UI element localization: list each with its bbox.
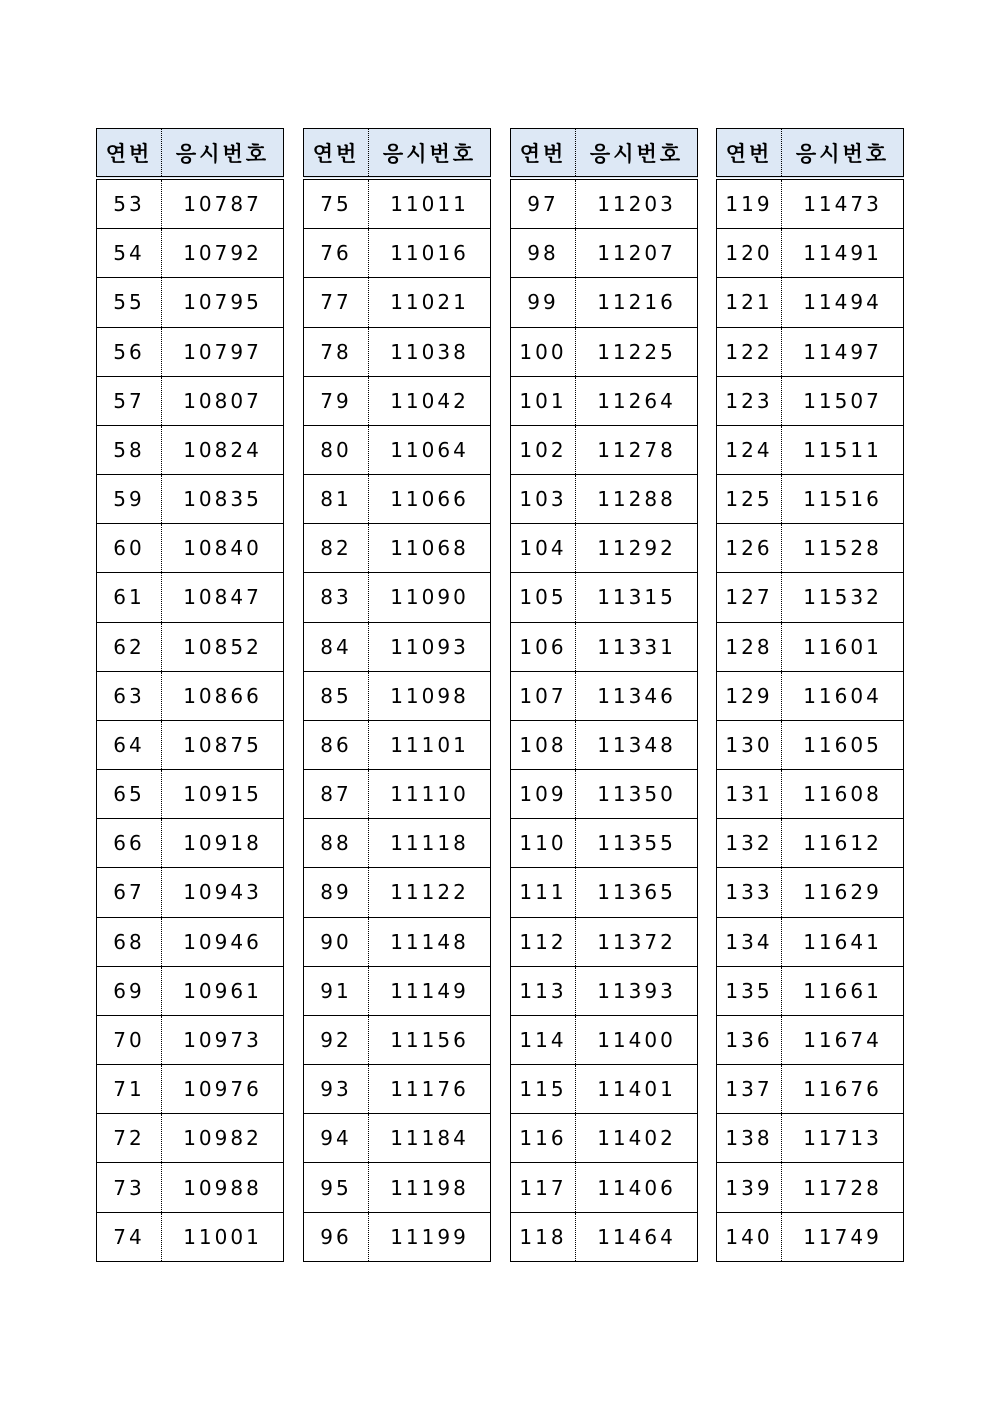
exam-number-cell: 11066 [369,475,491,524]
table-row [717,573,904,622]
serial-number-cell: 112 [511,917,576,966]
table-row [304,770,491,819]
serial-number-cell: 62 [97,622,162,671]
table-row [97,229,284,278]
serial-number-cell: 104 [511,524,576,573]
exam-number-cell: 11355 [576,819,698,868]
serial-number-cell: 83 [304,573,369,622]
table-row [97,475,284,524]
serial-number-cell: 138 [717,1114,782,1163]
serial-number-cell: 110 [511,819,576,868]
roster-table-3 [510,128,698,1262]
table-row [97,1163,284,1212]
table-row [304,819,491,868]
table-row [304,1163,491,1212]
serial-number-cell: 77 [304,278,369,327]
exam-number-cell: 11122 [369,868,491,917]
serial-number-cell: 116 [511,1114,576,1163]
exam-number-cell: 11292 [576,524,698,573]
exam-number-cell: 11511 [782,425,904,474]
exam-number-cell: 11348 [576,720,698,769]
serial-number-cell: 58 [97,425,162,474]
roster-table-1 [96,128,284,1262]
table-row [717,229,904,278]
serial-number-cell: 89 [304,868,369,917]
table-row [97,770,284,819]
id-header: 응시번호 [782,129,904,179]
table-row [511,770,698,819]
table-row [511,868,698,917]
exam-number-cell: 11604 [782,671,904,720]
exam-number-cell: 10866 [162,671,284,720]
serial-number-cell: 57 [97,376,162,425]
exam-number-cell: 11372 [576,917,698,966]
table-row [511,475,698,524]
serial-number-cell: 61 [97,573,162,622]
table-row [717,1065,904,1114]
exam-number-cell: 11713 [782,1114,904,1163]
table-row [304,573,491,622]
serial-number-cell: 122 [717,327,782,376]
exam-number-cell: 11068 [369,524,491,573]
serial-number-cell: 54 [97,229,162,278]
id-header: 응시번호 [576,129,698,179]
exam-number-cell: 11473 [782,178,904,229]
exam-number-cell: 11629 [782,868,904,917]
serial-number-cell: 106 [511,622,576,671]
serial-number-cell: 124 [717,425,782,474]
serial-number-cell: 88 [304,819,369,868]
table-row [97,425,284,474]
serial-number-cell: 80 [304,425,369,474]
exam-number-cell: 11605 [782,720,904,769]
serial-number-cell: 65 [97,770,162,819]
serial-number-cell: 103 [511,475,576,524]
serial-number-cell: 125 [717,475,782,524]
serial-number-cell: 105 [511,573,576,622]
exam-number-cell: 11156 [369,1015,491,1064]
id-header: 응시번호 [162,129,284,179]
exam-number-cell: 10852 [162,622,284,671]
exam-number-cell: 11016 [369,229,491,278]
serial-number-cell: 68 [97,917,162,966]
exam-number-cell: 10943 [162,868,284,917]
table-row [717,327,904,376]
exam-number-cell: 11021 [369,278,491,327]
serial-number-cell: 76 [304,229,369,278]
serial-number-cell: 136 [717,1015,782,1064]
serial-number-cell: 56 [97,327,162,376]
serial-number-cell: 97 [511,178,576,229]
exam-number-cell: 11110 [369,770,491,819]
table-row [304,327,491,376]
serial-number-cell: 59 [97,475,162,524]
serial-number-cell: 117 [511,1163,576,1212]
serial-number-cell: 96 [304,1212,369,1261]
exam-number-cell: 11090 [369,573,491,622]
serial-number-cell: 140 [717,1212,782,1261]
exam-number-cell: 11661 [782,966,904,1015]
table-row [717,622,904,671]
serial-number-cell: 123 [717,376,782,425]
serial-number-cell: 137 [717,1065,782,1114]
table-row [717,475,904,524]
serial-number-cell: 99 [511,278,576,327]
exam-number-cell: 10875 [162,720,284,769]
exam-number-cell: 10973 [162,1015,284,1064]
exam-number-cell: 11365 [576,868,698,917]
serial-number-cell: 130 [717,720,782,769]
serial-number-cell: 131 [717,770,782,819]
table-row [97,327,284,376]
serial-number-cell: 132 [717,819,782,868]
serial-number-cell: 120 [717,229,782,278]
table-row [717,671,904,720]
table-row [717,1015,904,1064]
table-row [511,1065,698,1114]
serial-number-cell: 87 [304,770,369,819]
exam-number-cell: 11491 [782,229,904,278]
table-row [304,671,491,720]
no-header: 연번 [304,129,369,179]
header-row [304,129,491,179]
table-row [511,1015,698,1064]
serial-number-cell: 55 [97,278,162,327]
exam-number-cell: 11148 [369,917,491,966]
id-header: 응시번호 [369,129,491,179]
serial-number-cell: 73 [97,1163,162,1212]
exam-number-cell: 11346 [576,671,698,720]
serial-number-cell: 72 [97,1114,162,1163]
table-row [304,720,491,769]
table-row [304,917,491,966]
table-row [97,622,284,671]
roster-tables [96,128,902,1262]
exam-number-cell: 11042 [369,376,491,425]
table-row [717,425,904,474]
table-row [97,1212,284,1261]
serial-number-cell: 109 [511,770,576,819]
serial-number-cell: 134 [717,917,782,966]
serial-number-cell: 139 [717,1163,782,1212]
serial-number-cell: 66 [97,819,162,868]
serial-number-cell: 135 [717,966,782,1015]
exam-number-cell: 10797 [162,327,284,376]
no-header: 연번 [717,129,782,179]
exam-number-cell: 11203 [576,178,698,229]
exam-number-cell: 11528 [782,524,904,573]
table-row [511,1114,698,1163]
exam-number-cell: 11278 [576,425,698,474]
serial-number-cell: 74 [97,1212,162,1261]
exam-number-cell: 11612 [782,819,904,868]
table-row [304,1212,491,1261]
serial-number-cell: 79 [304,376,369,425]
table-row [97,376,284,425]
serial-number-cell: 84 [304,622,369,671]
table-row [97,819,284,868]
serial-number-cell: 100 [511,327,576,376]
exam-number-cell: 11288 [576,475,698,524]
exam-number-cell: 11464 [576,1212,698,1261]
exam-number-cell: 10824 [162,425,284,474]
serial-number-cell: 133 [717,868,782,917]
table-row [717,770,904,819]
exam-number-cell: 11406 [576,1163,698,1212]
serial-number-cell: 101 [511,376,576,425]
table-row [511,671,698,720]
table-row [97,720,284,769]
exam-number-cell: 10835 [162,475,284,524]
table-row [97,278,284,327]
serial-number-cell: 114 [511,1015,576,1064]
table-row [717,917,904,966]
table-row [304,622,491,671]
table-row [304,278,491,327]
exam-number-cell: 10795 [162,278,284,327]
no-header: 연번 [97,129,162,179]
table-row [511,819,698,868]
table-row [717,178,904,229]
exam-number-cell: 11641 [782,917,904,966]
table-row [304,868,491,917]
roster-table-4 [716,128,904,1262]
table-row [511,917,698,966]
table-row [304,376,491,425]
serial-number-cell: 127 [717,573,782,622]
exam-number-cell: 11101 [369,720,491,769]
exam-number-cell: 11184 [369,1114,491,1163]
table-row [97,1015,284,1064]
exam-number-cell: 11149 [369,966,491,1015]
table-row [97,917,284,966]
table-row [717,1163,904,1212]
serial-number-cell: 64 [97,720,162,769]
serial-number-cell: 82 [304,524,369,573]
exam-number-cell: 11601 [782,622,904,671]
serial-number-cell: 53 [97,178,162,229]
serial-number-cell: 111 [511,868,576,917]
table-row [511,425,698,474]
exam-number-cell: 11001 [162,1212,284,1261]
exam-number-cell: 11315 [576,573,698,622]
table-row [511,573,698,622]
table-row [511,966,698,1015]
exam-number-cell: 11199 [369,1212,491,1261]
table-row [511,327,698,376]
table-row [304,229,491,278]
exam-number-cell: 11331 [576,622,698,671]
serial-number-cell: 67 [97,868,162,917]
table-row [717,1212,904,1261]
serial-number-cell: 119 [717,178,782,229]
exam-number-cell: 10847 [162,573,284,622]
table-row [304,966,491,1015]
serial-number-cell: 92 [304,1015,369,1064]
exam-number-cell: 11516 [782,475,904,524]
serial-number-cell: 75 [304,178,369,229]
table-row [717,819,904,868]
exam-number-cell: 11400 [576,1015,698,1064]
exam-number-cell: 11401 [576,1065,698,1114]
serial-number-cell: 94 [304,1114,369,1163]
exam-number-cell: 10976 [162,1065,284,1114]
exam-number-cell: 11225 [576,327,698,376]
table-row [717,524,904,573]
exam-number-cell: 11207 [576,229,698,278]
exam-number-cell: 11676 [782,1065,904,1114]
table-row [97,868,284,917]
exam-number-cell: 10792 [162,229,284,278]
serial-number-cell: 118 [511,1212,576,1261]
exam-number-cell: 10982 [162,1114,284,1163]
serial-number-cell: 60 [97,524,162,573]
table-row [97,524,284,573]
table-row [97,1114,284,1163]
exam-number-cell: 11176 [369,1065,491,1114]
serial-number-cell: 102 [511,425,576,474]
roster-table-2 [303,128,491,1262]
header-row [717,129,904,179]
serial-number-cell: 128 [717,622,782,671]
table-row [511,720,698,769]
table-row [717,868,904,917]
serial-number-cell: 69 [97,966,162,1015]
exam-number-cell: 10807 [162,376,284,425]
table-row [717,966,904,1015]
exam-number-cell: 11093 [369,622,491,671]
exam-number-cell: 11264 [576,376,698,425]
serial-number-cell: 93 [304,1065,369,1114]
serial-number-cell: 113 [511,966,576,1015]
exam-number-cell: 11098 [369,671,491,720]
table-row [304,425,491,474]
exam-number-cell: 11608 [782,770,904,819]
table-row [97,671,284,720]
table-row [97,573,284,622]
table-row [511,178,698,229]
serial-number-cell: 95 [304,1163,369,1212]
exam-number-cell: 11728 [782,1163,904,1212]
exam-number-cell: 11198 [369,1163,491,1212]
exam-number-cell: 11507 [782,376,904,425]
serial-number-cell: 86 [304,720,369,769]
table-row [717,720,904,769]
serial-number-cell: 91 [304,966,369,1015]
table-row [511,229,698,278]
exam-number-cell: 10918 [162,819,284,868]
exam-number-cell: 11064 [369,425,491,474]
exam-number-cell: 10840 [162,524,284,573]
exam-number-cell: 10787 [162,178,284,229]
table-row [717,278,904,327]
serial-number-cell: 70 [97,1015,162,1064]
exam-number-cell: 11497 [782,327,904,376]
exam-number-cell: 10946 [162,917,284,966]
table-row [511,376,698,425]
table-row [511,524,698,573]
serial-number-cell: 81 [304,475,369,524]
serial-number-cell: 129 [717,671,782,720]
serial-number-cell: 90 [304,917,369,966]
exam-number-cell: 10915 [162,770,284,819]
serial-number-cell: 78 [304,327,369,376]
exam-number-cell: 11532 [782,573,904,622]
exam-number-cell: 11674 [782,1015,904,1064]
table-row [97,178,284,229]
serial-number-cell: 63 [97,671,162,720]
exam-number-cell: 11216 [576,278,698,327]
table-row [304,475,491,524]
exam-number-cell: 11350 [576,770,698,819]
table-row [97,966,284,1015]
table-row [304,1065,491,1114]
table-row [511,1212,698,1261]
table-row [304,1114,491,1163]
table-row [511,1163,698,1212]
exam-number-cell: 11011 [369,178,491,229]
table-row [511,278,698,327]
exam-number-cell: 10961 [162,966,284,1015]
serial-number-cell: 108 [511,720,576,769]
exam-number-cell: 11393 [576,966,698,1015]
exam-number-cell: 11494 [782,278,904,327]
serial-number-cell: 71 [97,1065,162,1114]
no-header: 연번 [511,129,576,179]
exam-number-cell: 11118 [369,819,491,868]
serial-number-cell: 85 [304,671,369,720]
table-row [304,524,491,573]
exam-number-cell: 11749 [782,1212,904,1261]
exam-number-cell: 11402 [576,1114,698,1163]
serial-number-cell: 115 [511,1065,576,1114]
serial-number-cell: 107 [511,671,576,720]
header-row [97,129,284,179]
serial-number-cell: 98 [511,229,576,278]
serial-number-cell: 126 [717,524,782,573]
table-row [97,1065,284,1114]
table-row [717,376,904,425]
table-row [304,1015,491,1064]
header-row [511,129,698,179]
exam-number-cell: 10988 [162,1163,284,1212]
exam-number-cell: 11038 [369,327,491,376]
table-row [717,1114,904,1163]
serial-number-cell: 121 [717,278,782,327]
table-row [511,622,698,671]
table-row [304,178,491,229]
